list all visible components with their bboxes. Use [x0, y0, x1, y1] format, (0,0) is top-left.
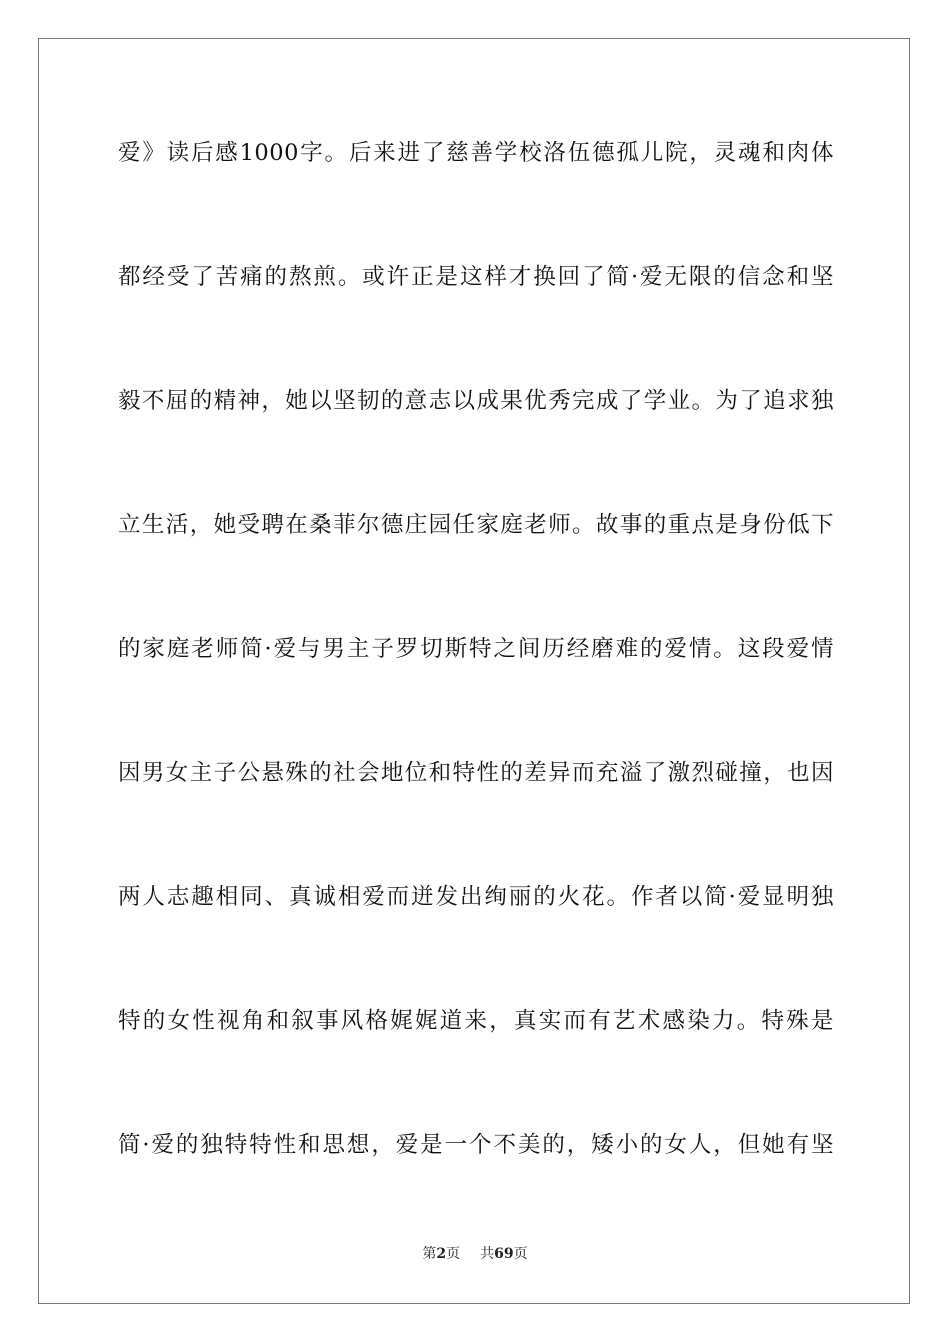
- text-line-5: 的家庭老师简·爱与男主子罗切斯特之间历经磨难的爱情。这段爱情: [118, 636, 834, 662]
- text-line-8: 特的女性视角和叙事风格娓娓道来，真实而有艺术感染力。特殊是: [118, 1008, 834, 1034]
- total-pages: 69: [494, 1246, 514, 1262]
- text-line-6: 因男女主子公悬殊的社会地位和特性的差异而充溢了激烈碰撞，也因: [118, 760, 834, 786]
- total-prefix: 共: [480, 1246, 495, 1262]
- text-line-7: 两人志趣相同、真诚相爱而迸发出绚丽的火花。作者以简·爱显明独: [118, 884, 834, 910]
- text-line-9: 简·爱的独特特性和思想，爱是一个不美的，矮小的女人，但她有坚: [118, 1132, 834, 1158]
- body-text: [118, 129, 834, 1245]
- text-line-2: 都经受了苦痛的熬煎。或许正是这样才换回了简·爱无限的信念和坚: [118, 264, 834, 290]
- page-footer: [0, 1244, 950, 1264]
- text-line-3: 毅不屈的精神，她以坚韧的意志以成果优秀完成了学业。为了追求独: [118, 388, 834, 414]
- page-number: 2: [436, 1246, 447, 1262]
- text-line-4: 立生活，她受聘在桑菲尔德庄园任家庭老师。故事的重点是身份低下: [118, 512, 834, 538]
- page-suffix: 页: [446, 1246, 461, 1262]
- text-line-1: 爱》读后感1000字。后来进了慈善学校洛伍德孤儿院，灵魂和肉体: [118, 140, 834, 166]
- page-prefix: 第: [422, 1246, 437, 1262]
- total-suffix: 页: [513, 1246, 528, 1262]
